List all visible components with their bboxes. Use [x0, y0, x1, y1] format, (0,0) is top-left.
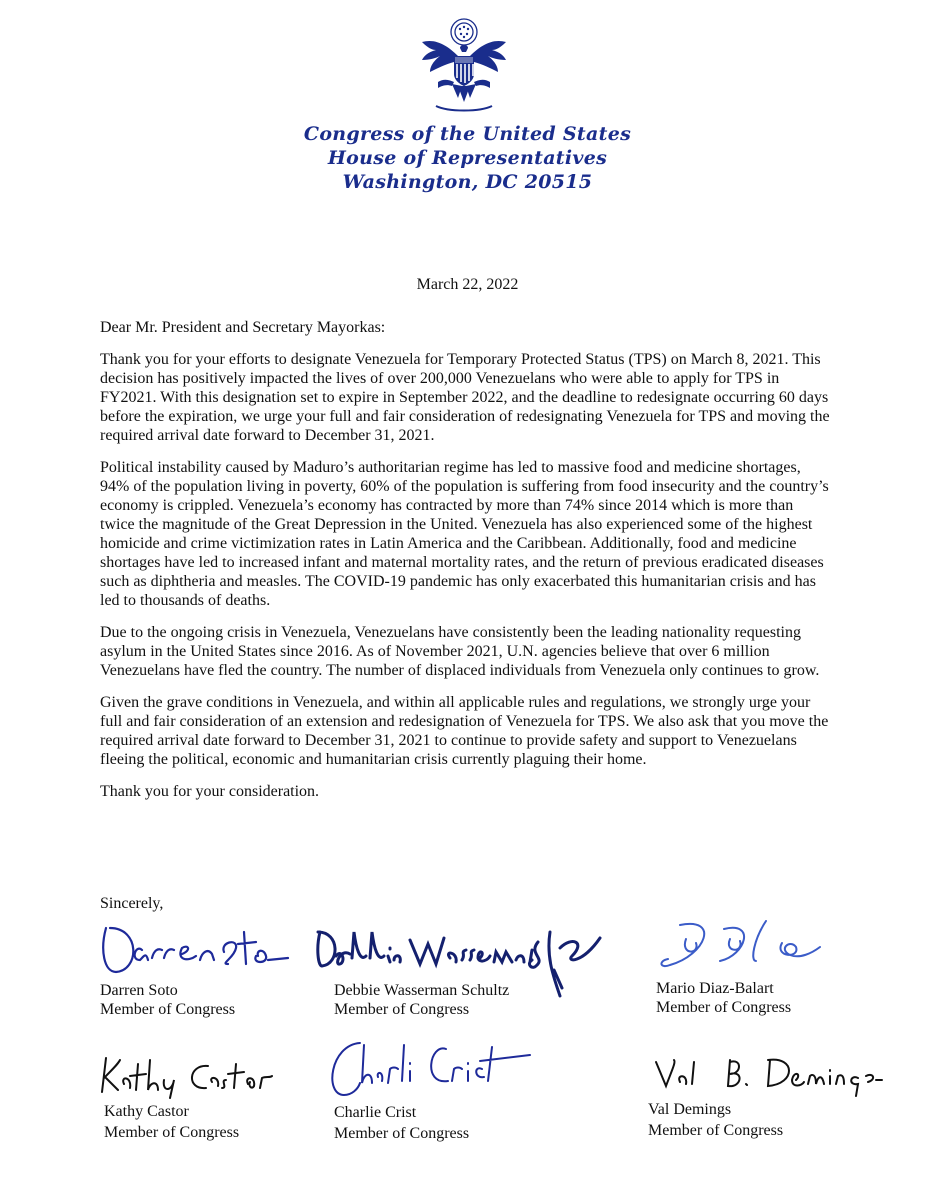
signer-title-4: Member of Congress: [104, 1124, 240, 1141]
signer-name-4: Kathy Castor: [104, 1103, 189, 1120]
signer-title-6: Member of Congress: [648, 1122, 784, 1139]
signature-mario-diaz-balart: [650, 915, 825, 980]
signer-name-5: Charlie Crist: [334, 1104, 417, 1121]
paragraph-3: Due to the ongoing crisis in Venezuela, Venezuelans have consistently been the leading nationality requesting asylum in the United States since 2016. As of November 2021, U.N. agencies believe that over 6 million Venezuelans have fled the country. The number of displaced individuals from Venezuela only continues to grow.: [100, 624, 820, 679]
signer-name-1: Darren Soto: [100, 982, 178, 999]
signer-title-1: Member of Congress: [100, 1001, 236, 1018]
thank-you-line: Thank you for your consideration.: [100, 783, 320, 800]
signer-name-2: Debbie Wasserman Schultz: [334, 982, 510, 999]
signer-name-3: Mario Diaz-Balart: [656, 980, 774, 997]
letter-date: March 22, 2022: [416, 276, 519, 293]
signer-name-6: Val Demings: [648, 1101, 732, 1118]
signature-charlie-crist: [320, 1035, 535, 1105]
letterhead-line-2: House of Representatives: [327, 147, 608, 169]
signer-title-2: Member of Congress: [334, 1001, 470, 1018]
signature-val-demings: [646, 1050, 886, 1098]
closing: Sincerely,: [100, 895, 164, 912]
great-seal-icon: [418, 16, 510, 118]
paragraph-1: Thank you for your efforts to designate Venezuela for Temporary Protected Status (TPS) on March 8, 2021. This decision has positively impacted the lives of over 200,000 Venezuelans who were able to apply for TPS in FY2021. With this designation set to expire in September 2022, and the deadline to redesignate occurring 60 days before the expiration, we urge your full and fair consideration of redesignating Venezuela for TPS and moving the required arrival date forward to December 31, 2021.: [100, 351, 830, 444]
signer-title-3: Member of Congress: [656, 999, 792, 1016]
paragraph-4: Given the grave conditions in Venezuela, and within all applicable rules and regulations, we strongly urge your full and fair consideration of an extension and redesignation of Venezuela for TPS. We also ask that you move the required arrival date forward to December 31, 2021 to continue to provide safety and support to Venezuelans fleeing the political, economic and humanitarian crisis currently plaguing their home.: [100, 694, 829, 768]
signature-kathy-castor: [96, 1050, 296, 1100]
letterhead-line-3: Washington, DC 20515: [342, 171, 593, 193]
signer-title-5: Member of Congress: [334, 1125, 470, 1142]
signature-darren-soto: [96, 920, 291, 980]
paragraph-2: Political instability caused by Maduro’s authoritarian regime has led to massive food and medicine shortages, 94% of the population living in poverty, 60% of the population is suffering from food insecurity and the country’s economy is crippled. Venezuela’s economy has contracted by more than 74% since 2014 which is more than twice the magnitude of the Great Depression in the United. Venezuela has also experienced some of the highest homicide and crime victimization rates in Latin America and the Caribbean. Additionally, food and medicine shortages have led to increased infant and maternal mortality rates, and the return of previous eradicated diseases such as diphtheria and measles. The COVID-19 pandemic has only exacerbated this humanitarian crisis and has led to thousands of deaths.: [100, 459, 829, 609]
letterhead: [0, 122, 935, 194]
salutation: Dear Mr. President and Secretary Mayorkas:: [100, 319, 386, 336]
letterhead-line-1: Congress of the United States: [303, 123, 632, 145]
letter-body: [100, 318, 830, 814]
